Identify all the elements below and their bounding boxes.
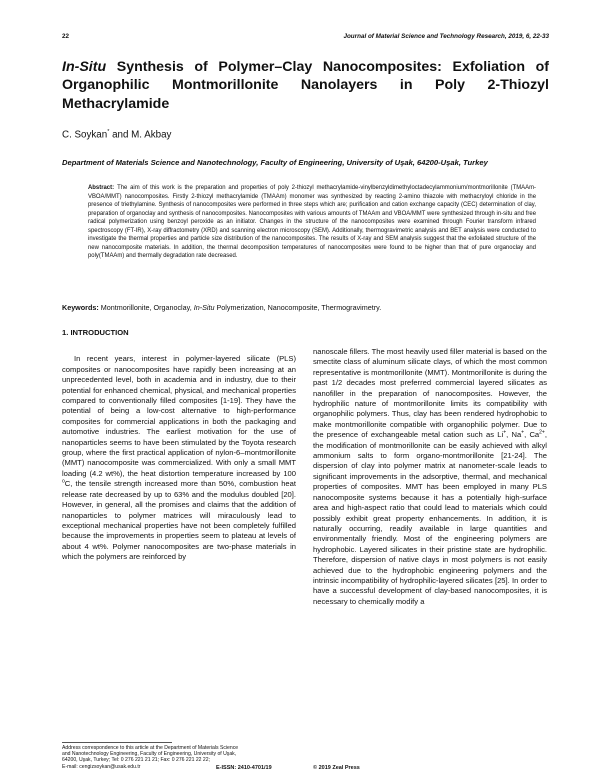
author-akbay: and M. Akbay (109, 129, 172, 141)
article-title (62, 58, 549, 113)
ca-charge: 2+ (539, 429, 545, 436)
footer-publisher: © 2019 Zeal Press (313, 765, 360, 771)
intro-paragraph-2-part-3: , Ca (524, 430, 540, 440)
na-charge: + (521, 429, 525, 436)
title-main-part: Synthesis of Polymer–Clay Nanocomposites: Exfoliation of Organophilic Montmorillonite Nanolayers in Poly 2-Thiozyl Methacrylamide (62, 59, 549, 112)
journal-citation: Journal of Material Science and Technology Research, 2019, 6, 22-33 (343, 33, 549, 40)
title-italic-part: In-Situ (62, 59, 107, 75)
intro-paragraph-1-part-a: In recent years, interest in polymer-layered silicate (PLS) composites or nanocomposites have rapidly been increasing at an unprecedented level, both in academia and in industry, due to their potential for enhanced chemical, physical, and mechanical properties compared to conventionally filled composites [1-19]. They have the potential of being a low-cost alternative to high-performance composites for commercial applications in both the packaging and automotive industries. The earliest motivation for the use of nanoparticles seems to have been stimulated by the Toyota research group, where the first practical application of nylon-6–montmorillonite (MMT) nanocomposite was commercialized. With only a small MMT loading (4.2 wt%), the heat distortion temperature increased by 100 (62, 354, 296, 478)
intro-paragraph-1 (62, 354, 296, 562)
author-soykan: C. Soykan (62, 129, 108, 141)
degree-mark: o (62, 478, 65, 485)
abstract-label: Abstract: (88, 185, 115, 191)
footer-issn: E-ISSN: 2410-4701/19 (216, 765, 272, 771)
intro-paragraph-2-part-4: , the modification of montmorillonite can be easily achieved with alkyl ammonium salts to form organo-montmorillonite [21-24]. The dispersion of clay into polymer matrix at nanometer-scale leads to significant improvements in the adsorptive, thermal, and mechanical properties of composites. MMT has been employed in many PLS nanocomposite systems because it has a potentially high-surface area and high-aspect ratio that could lead to materials which could possibly exhibit great property enhancements. In addition, it is naturally occurring, readily available in large quantities and environmentally friendly. Most of the engineering polymers are hydrophobic. Layered silicates in their pristine state are hydrophilic. Therefore, dispersion of native clays in most polymers is not easily achieved due to the hydrophobic engineering polymers and the intrinsic incompatibility of hydrophilic-layered silicates [25]. In order to have a successful development of clay-based nanocomposites, it is necessary to chemically modify a (313, 430, 547, 606)
footnote-line: Address correspondence to this article at the Department of Materials Science (62, 745, 239, 751)
left-column (62, 328, 296, 563)
footnote-email: E-mail: cengizsoykan@usak.edu.tr (62, 763, 141, 770)
keywords-italic: In-Situ (193, 303, 215, 312)
keywords-part-2: Polymerization, Nanocomposite, Thermogravimetry. (214, 303, 382, 312)
keywords-part-1: Montmorillonite, Organoclay, (100, 303, 194, 312)
intro-paragraph-2 (313, 347, 547, 607)
li-charge: + (503, 429, 507, 436)
corresponding-author-mark: * (107, 129, 110, 135)
author-line (62, 129, 171, 140)
footnote-divider (62, 742, 172, 743)
page-number: 22 (62, 33, 70, 40)
right-column (313, 347, 547, 607)
intro-paragraph-2-part-1: nanoscale fillers. The most heavily used filler material is based on the smectite class of aluminum silicate clays, of which the most common representative is montmorillonite (MMT). Montmorillonite is during the past 1/2 decades most preferred commercial layered silicates as nanofiller in the preparation of nanocomposites. However, the hydrophilic nature of montmorillonite limits its compatibility with organophilic polymers. Thus, clay has been rendered hydrophobic to make montmorillonite compatible with organophilic polymer. Due to the presence of exchangeable metal cation such as Li (313, 347, 547, 440)
abstract (88, 184, 536, 261)
section-heading-introduction: 1. INTRODUCTION (62, 328, 129, 337)
intro-paragraph-2-part-2: , Na (506, 430, 522, 440)
footnote-line: and Nanotechnology Engineering, Faculty of Engineering, University of Uşak, (62, 751, 237, 758)
footnote-line: 64200, Uşak, Turkey; Tel: 0 276 221 21 21; Fax: 0 276 221 22 22; (62, 757, 211, 764)
intro-paragraph-1-part-b: C, the tensile strength increased more than 50%, combustion heat release rate decreased by up to 63% and the modulus doubled [20]. However, in general, all the promises and claims that the addition of nanoparticles to polymer matrices will miraculously lead to exceptional mechanical properties have not been completely fulfilled because the improvements in properties seem to plateau at levels of about 4 wt%. Polymer nanocomposites are two-phase materials in which the polymers are reinforced by (62, 479, 296, 562)
keywords-label: Keywords: (62, 303, 99, 312)
abstract-text: The aim of this work is the preparation and properties of poly 2-thiozyl methacrylamide-vinylbenzyldimethyloctadecylammonium/montmorillonite (TMAAm-VBOA/MMT) nanocomposites. Firstly 2-thiozyl methacrylamide (TMAAm) monomer was synthesized by reacting 2-amino thiazole with methacryloyl chloride in the presence of triethylamine. Synthesis of nanocomposites were performed in three steps which are; purification and cation exchange capacity (CEC) determination of clay, preparation of organoclay and synthesis of nanocomposites. Nanocomposites with various amounts of TMAAm and VBOA/MMT were synthesized through in-situ and free radical polymerization using benzoyl peroxide as an initiator. Changes in the structure of the nanocomposites were examined through Fourier transform infrared spectroscopy (FT-IR), X-ray diffractometry (XRD) and scanning electron microscopy (SEM). Additionally, thermogravimetric analysis and BET analysis were conducted to investigate the thermal properties and particle size distribution of the nanocomposites. The results of X-ray and SEM analysis suggest that the exfoliated structure of the new nanocomposite materials. In addition, the thermal decomposition temperatures of nanocomposites were found to be higher than that of pure organoclay and poly(TMAAm) and thermally degradation rate decreased. (88, 185, 536, 259)
affiliation: Department of Materials Science and Nanotechnology, Faculty of Engineering, University of Uşak, 64200-Uşak, Turkey (62, 158, 488, 167)
keywords (62, 303, 549, 313)
